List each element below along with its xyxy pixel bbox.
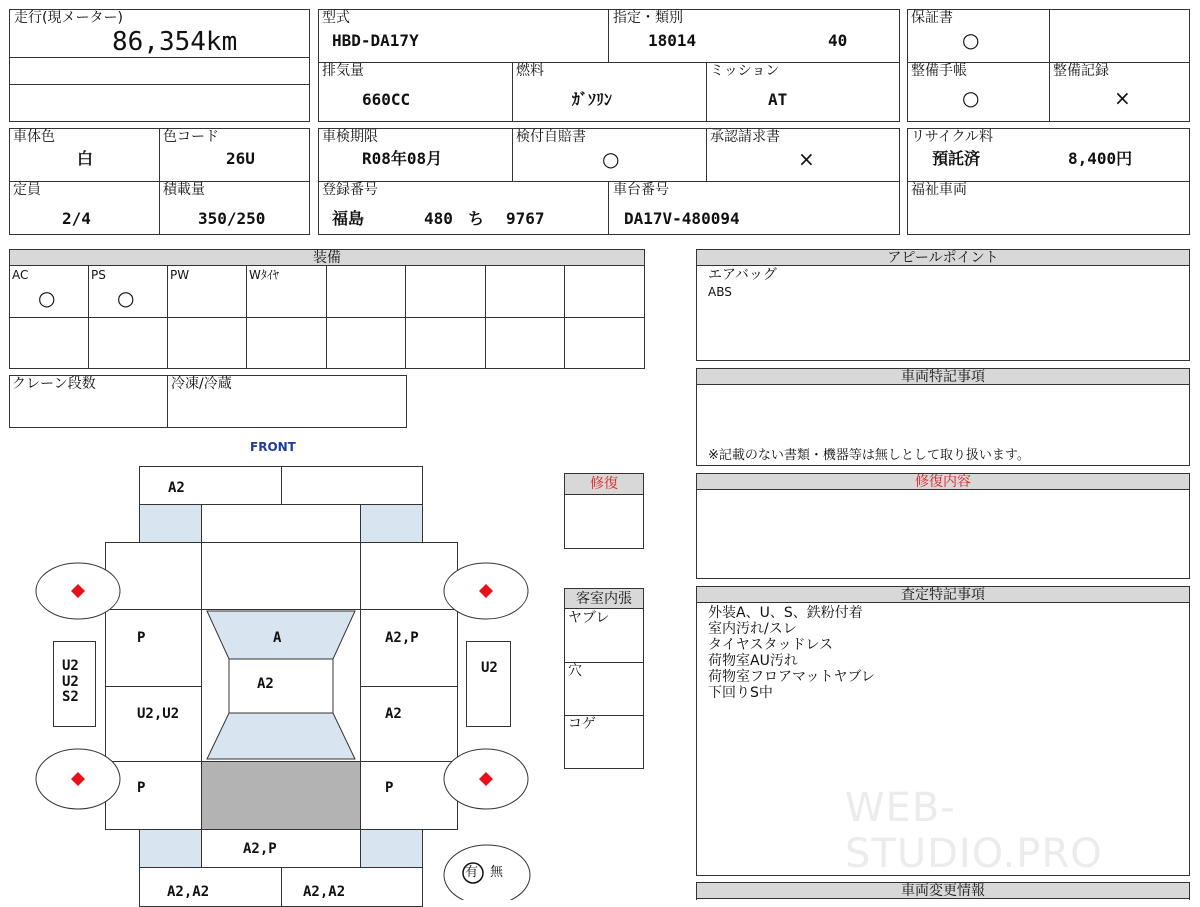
approval-value: × xyxy=(798,147,815,171)
divider xyxy=(9,84,310,85)
left-front-door-text: P xyxy=(137,630,146,646)
model-label: 型式 xyxy=(322,10,350,26)
designation-label: 指定・類別 xyxy=(613,10,683,26)
front-bumper-right xyxy=(281,466,423,505)
center-top xyxy=(201,542,361,610)
front-label: FRONT xyxy=(250,440,296,454)
right-rear-door-text: A2 xyxy=(385,706,402,722)
divider xyxy=(512,128,513,181)
rear-left-corner xyxy=(139,829,202,868)
warranty-value: ○ xyxy=(962,28,980,52)
front-center-panel xyxy=(201,504,361,543)
divider xyxy=(706,62,707,122)
approval-label: 承認請求書 xyxy=(710,129,780,145)
assessment-line-6: 下回りS中 xyxy=(708,685,773,701)
odometer-label: 走行(現メーター) xyxy=(14,10,123,26)
divider xyxy=(564,266,565,369)
front-left-fender xyxy=(139,504,202,543)
divider xyxy=(318,181,900,182)
right-side-sill xyxy=(466,641,511,727)
registration-class: 480 xyxy=(424,209,453,228)
change-info-title: 車両変更情報 xyxy=(697,883,1189,899)
capacity-value: 2/4 xyxy=(62,209,91,228)
rear-bumper-right-text: A2,A2 xyxy=(303,884,346,900)
assessment-line-5: 荷物室フロアマットヤブレ xyxy=(708,669,875,685)
registration-region: 福島 xyxy=(332,209,365,228)
divider xyxy=(9,317,645,318)
maint-record-value: × xyxy=(1114,86,1131,110)
divider xyxy=(159,128,160,235)
displacement-value: 660CC xyxy=(362,90,411,109)
divider xyxy=(608,9,609,62)
interior-hole-label: 穴 xyxy=(568,663,582,679)
wheel-front-right xyxy=(442,561,530,621)
interior-burn-label: コゲ xyxy=(568,716,596,732)
rear-right-corner xyxy=(360,829,423,868)
color-value: 白 xyxy=(77,149,94,168)
registration-kana: ち xyxy=(468,209,485,228)
appeal-title: アピールポイント xyxy=(697,250,1189,266)
color-code-value: 26U xyxy=(226,149,255,168)
front-bumper-left-text: A2 xyxy=(168,480,185,496)
equipment-ac-value: ○ xyxy=(38,286,56,310)
equipment-ps-label: PS xyxy=(91,268,106,282)
special-notes-title: 車両特記事項 xyxy=(697,369,1189,385)
special-notes-text: ※記載のない書類・機器等は無しとして取り扱います。 xyxy=(708,448,1030,463)
divider xyxy=(512,62,513,122)
wheel-front-left xyxy=(34,561,122,621)
divider xyxy=(326,266,327,369)
left-rear-door-text: U2,U2 xyxy=(137,706,180,722)
inspection-value: R08年08月 xyxy=(362,149,443,168)
maint-record-label: 整備記録 xyxy=(1053,63,1109,79)
equipment-ps-value: ○ xyxy=(117,286,135,310)
right-quarter-text: P xyxy=(385,780,394,796)
divider xyxy=(9,57,310,58)
equipment-pw-label: PW xyxy=(170,268,190,282)
maint-book-value: ○ xyxy=(962,86,980,110)
recycle-label: リサイクル料 xyxy=(911,129,994,145)
insurance-label: 検付自賠書 xyxy=(516,129,586,145)
maint-book-label: 整備手帳 xyxy=(911,63,967,79)
crane-label: クレーン段数 xyxy=(12,376,96,392)
designation-value-2: 40 xyxy=(828,31,848,50)
cargo-area xyxy=(201,761,361,830)
divider xyxy=(88,266,89,369)
warranty-label: 保証書 xyxy=(911,10,953,26)
assessment-line-1: 外装A、U、S、鉄粉付着 xyxy=(708,605,863,621)
equipment-title: 装備 xyxy=(10,250,644,266)
fuel-label: 燃料 xyxy=(516,63,544,79)
roof-text: A2 xyxy=(257,676,274,692)
chassis-value: DA17V-480094 xyxy=(624,209,740,228)
left-side-text-2: U2 xyxy=(62,674,79,690)
equipment-wtire-label: Wﾀｲﾔ xyxy=(249,268,279,282)
spare-no-label: 無 xyxy=(490,865,504,880)
divider xyxy=(706,128,707,181)
wheel-rear-right xyxy=(442,747,530,811)
right-front-door-text: A2,P xyxy=(385,630,419,646)
divider xyxy=(485,266,486,369)
divider xyxy=(246,266,247,369)
appeal-line-2: ABS xyxy=(708,285,732,299)
repair-title: 修復 xyxy=(565,474,643,495)
capacity-label: 定員 xyxy=(13,182,41,198)
model-value: HBD-DA17Y xyxy=(332,31,419,50)
front-right-fender xyxy=(360,504,423,543)
divider xyxy=(405,266,406,369)
left-side-text-1: U2 xyxy=(62,658,79,674)
watermark: WEB-STUDIO.PRO xyxy=(845,785,1103,877)
inspection-label: 車検期限 xyxy=(322,129,378,145)
transmission-label: ミッション xyxy=(710,63,780,79)
chassis-label: 車台番号 xyxy=(613,182,669,198)
registration-label: 登録番号 xyxy=(322,182,378,198)
divider xyxy=(167,375,168,428)
rear-center-text: A2,P xyxy=(243,841,277,857)
right-side-text: U2 xyxy=(481,660,498,676)
interior-title: 客室内張 xyxy=(565,589,643,609)
divider xyxy=(318,62,900,63)
rear-bumper-left xyxy=(139,867,282,907)
load-label: 積載量 xyxy=(163,182,205,198)
front-bumper-left xyxy=(139,466,282,505)
divider xyxy=(1049,9,1050,122)
left-quarter-text: P xyxy=(137,780,146,796)
recycle-status: 預託済 xyxy=(932,149,981,168)
divider xyxy=(608,181,609,235)
designation-value-1: 18014 xyxy=(648,31,697,50)
displacement-label: 排気量 xyxy=(322,63,364,79)
fuel-value: ｶﾞｿﾘﾝ xyxy=(572,90,613,109)
freezer-label: 冷凍/冷蔵 xyxy=(171,376,232,392)
interior-tear-label: ヤブレ xyxy=(568,610,610,626)
repair-content-title: 修復内容 xyxy=(697,474,1189,490)
equipment-ac-label: AC xyxy=(12,268,29,282)
appeal-line-1: エアバッグ xyxy=(708,267,777,283)
divider xyxy=(167,266,168,369)
assessment-title: 査定特記事項 xyxy=(697,587,1189,603)
registration-number: 9767 xyxy=(506,209,545,228)
spare-yes-label: 有 xyxy=(465,865,479,880)
wheel-rear-left xyxy=(34,747,122,811)
rear-window xyxy=(207,713,355,759)
welfare-label: 福祉車両 xyxy=(911,182,967,198)
assessment-line-2: 室内汚れ/スレ xyxy=(708,621,797,637)
assessment-line-4: 荷物室AU汚れ xyxy=(708,653,798,669)
insurance-value: ○ xyxy=(602,147,620,171)
roof-panel xyxy=(229,659,333,713)
load-value: 350/250 xyxy=(198,209,266,228)
spare-tire-indicator xyxy=(442,843,532,900)
left-side-text-3: S2 xyxy=(62,689,79,705)
windshield-text: A xyxy=(273,630,282,646)
transmission-value: AT xyxy=(768,90,788,109)
odometer-value: 86,354km xyxy=(112,27,238,57)
rear-bumper-left-text: A2,A2 xyxy=(167,884,210,900)
rear-center-panel xyxy=(201,829,361,868)
color-code-label: 色コード xyxy=(163,129,219,145)
assessment-line-3: タイヤスタッドレス xyxy=(708,637,834,653)
color-label: 車体色 xyxy=(13,129,55,145)
recycle-amount: 8,400円 xyxy=(1068,149,1133,168)
